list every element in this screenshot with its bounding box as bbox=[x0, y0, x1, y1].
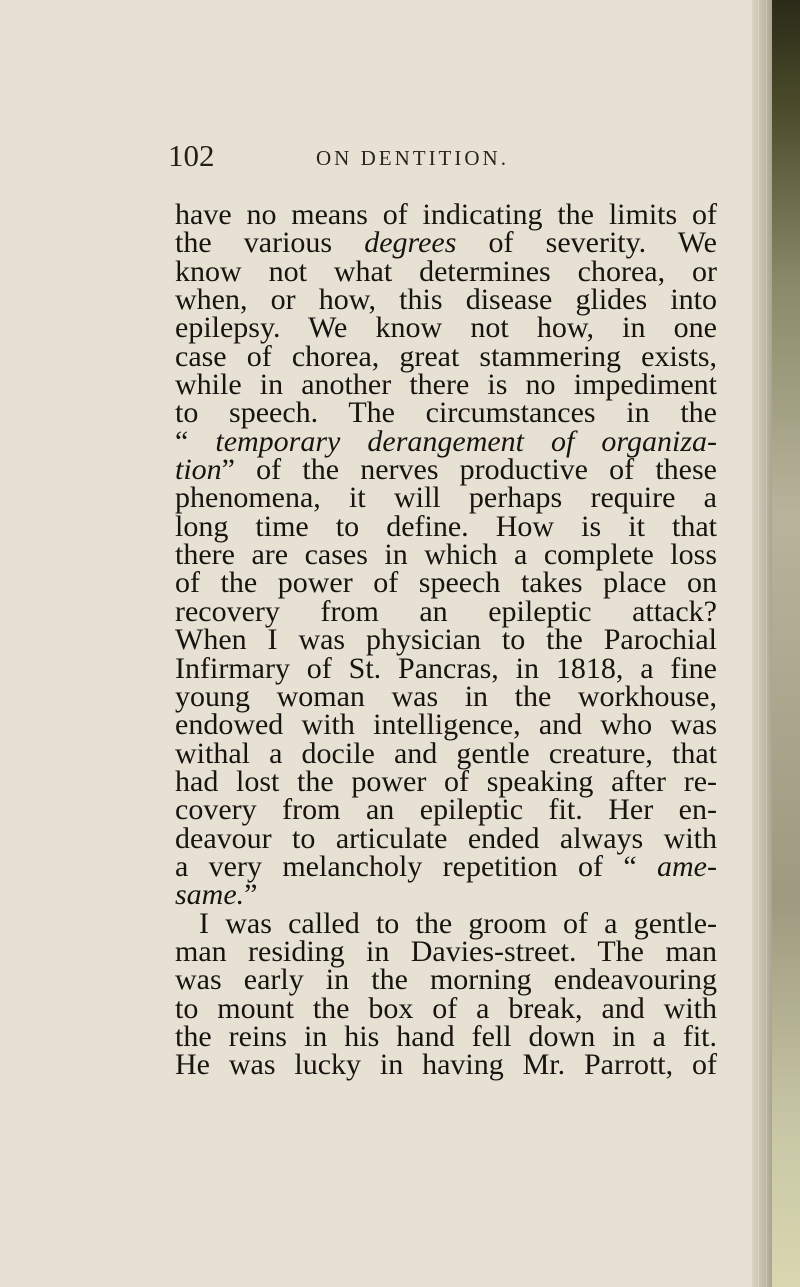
italic-text: temporary derangement of organiza- bbox=[215, 424, 717, 458]
text-line bbox=[175, 594, 717, 628]
text-segment: when, or how, this disease glides into bbox=[175, 283, 717, 317]
text-line bbox=[175, 934, 717, 968]
edge-stripe bbox=[758, 0, 759, 1287]
text-line bbox=[175, 226, 718, 260]
text-segment: of the power of speech takes place on bbox=[175, 566, 717, 600]
text-line bbox=[175, 821, 717, 855]
text-line bbox=[175, 991, 717, 1025]
text-segment: ” of the nerves productive of these bbox=[221, 453, 717, 487]
text-segment: covery from an epileptic fit. Her en- bbox=[175, 793, 717, 827]
text-segment: deavour to articulate ended always with bbox=[175, 821, 717, 855]
text-line bbox=[175, 623, 717, 657]
text-line bbox=[175, 849, 717, 883]
text-segment: endowed with intelligence, and who was bbox=[175, 708, 717, 742]
text-segment: to mount the box of a break, and with bbox=[175, 991, 717, 1025]
text-segment: young woman was in the workhouse, bbox=[175, 679, 717, 713]
text-line bbox=[175, 481, 717, 515]
text-line bbox=[175, 283, 717, 317]
text-segment: was early in the morning endeavouring bbox=[175, 963, 717, 997]
page-number: 102 bbox=[168, 138, 215, 173]
text-line bbox=[175, 651, 717, 685]
text-segment: case of chorea, great stammering exists, bbox=[175, 339, 717, 373]
text-segment: have no means of indicating the limits of bbox=[175, 198, 717, 231]
text-line bbox=[175, 254, 717, 288]
text-segment: had lost the power of speaking after re- bbox=[175, 764, 717, 798]
text-segment: know not what determines chorea, or bbox=[175, 254, 717, 288]
text-segment: recovery from an epileptic attack? bbox=[175, 594, 717, 628]
text-line bbox=[175, 793, 717, 827]
text-segment: withal a docile and gentle creature, that bbox=[175, 736, 717, 770]
text-segment: I was called to the groom of a gentle- bbox=[199, 906, 717, 940]
italic-text: tion bbox=[175, 453, 222, 487]
page-header bbox=[168, 134, 728, 178]
page-edge bbox=[752, 0, 800, 1287]
text-segment: while in another there is no impediment bbox=[175, 368, 717, 402]
text-line bbox=[175, 396, 717, 430]
text-line bbox=[175, 906, 717, 940]
text-line bbox=[175, 198, 717, 231]
text-line bbox=[175, 679, 717, 713]
text-line bbox=[175, 368, 717, 402]
italic-text: same. bbox=[175, 878, 245, 912]
text-line bbox=[175, 509, 717, 543]
text-line bbox=[175, 708, 717, 742]
text-segment: man residing in Davies-street. The man bbox=[175, 934, 717, 968]
text-line bbox=[175, 764, 717, 798]
text-line bbox=[175, 339, 717, 373]
binding-shadow bbox=[772, 0, 800, 1287]
text-segment: He was lucky in having Mr. Parrott, of bbox=[175, 1048, 717, 1082]
text-segment: phenomena, it will perhaps require a bbox=[175, 481, 717, 515]
running-title: ON DENTITION. bbox=[316, 146, 509, 170]
text-segment: epilepsy. We know not how, in one bbox=[175, 311, 717, 345]
text-segment: long time to define. How is it that bbox=[175, 509, 717, 543]
text-segment: ” bbox=[244, 878, 258, 912]
text-line bbox=[175, 1048, 717, 1082]
text-line bbox=[175, 453, 717, 487]
italic-text: degrees bbox=[364, 226, 457, 260]
body-text bbox=[175, 198, 718, 1082]
text-segment: of severity. We bbox=[456, 226, 718, 260]
text-segment: When I was physician to the Parochial bbox=[175, 623, 717, 657]
italic-text: ame- bbox=[657, 849, 717, 883]
text-segment: “ bbox=[175, 424, 216, 458]
text-line bbox=[175, 878, 717, 912]
text-line bbox=[175, 1019, 717, 1053]
text-segment: a very melancholy repetition of “ bbox=[175, 849, 658, 883]
text-segment: the various bbox=[175, 226, 365, 260]
text-segment: the reins in his hand fell down in a fit. bbox=[175, 1019, 717, 1053]
text-segment: there are cases in which a complete loss bbox=[175, 538, 717, 572]
text-line bbox=[175, 311, 717, 345]
text-line bbox=[175, 424, 717, 458]
text-line bbox=[175, 963, 717, 997]
text-line bbox=[175, 566, 717, 600]
text-line bbox=[175, 538, 717, 572]
text-segment: Infirmary of St. Pancras, in 1818, a fine bbox=[175, 651, 717, 685]
text-line bbox=[175, 736, 717, 770]
text-segment: to speech. The circumstances in the bbox=[175, 396, 717, 430]
edge-stripe bbox=[766, 0, 767, 1287]
